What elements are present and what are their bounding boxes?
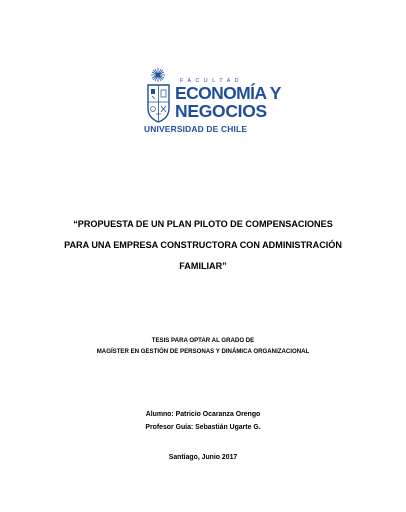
date-text: Santiago, Junio 2017 <box>168 454 238 461</box>
place-date <box>40 452 366 464</box>
degree-line-2: MAGÍSTER EN GESTIÓN DE PERSONAS Y DINÁMICA ORGANIZACIONAL <box>96 348 310 355</box>
title-line-2: PARA UNA EMPRESA CONSTRUCTORA CON ADMINISTRACIÓN <box>64 240 342 250</box>
degree-line-1: TESIS PARA OPTAR AL GRADO DE <box>151 337 255 344</box>
title-line-3: FAMILIAR” <box>179 261 227 271</box>
logo-negocios-text: NEGOCIOS <box>175 101 267 121</box>
authors-block <box>40 408 366 434</box>
degree-statement <box>40 335 366 357</box>
thesis-title <box>40 214 366 277</box>
student-name: Alumno: Patricio Ocaranza Orengo <box>145 411 261 418</box>
title-line-1: “PROPUESTA DE UN PLAN PILOTO DE COMPENSACIONES <box>73 219 333 229</box>
advisor-name: Profesor Guía: Sebastián Ugarte G. <box>145 424 261 431</box>
logo-universidad-text: UNIVERSIDAD DE CHILE <box>144 124 248 134</box>
faculty-logo <box>143 66 281 134</box>
logo-facultad-text: FACULTAD <box>180 78 244 84</box>
logo-economia-text: ECONOMÍA Y <box>175 83 281 103</box>
